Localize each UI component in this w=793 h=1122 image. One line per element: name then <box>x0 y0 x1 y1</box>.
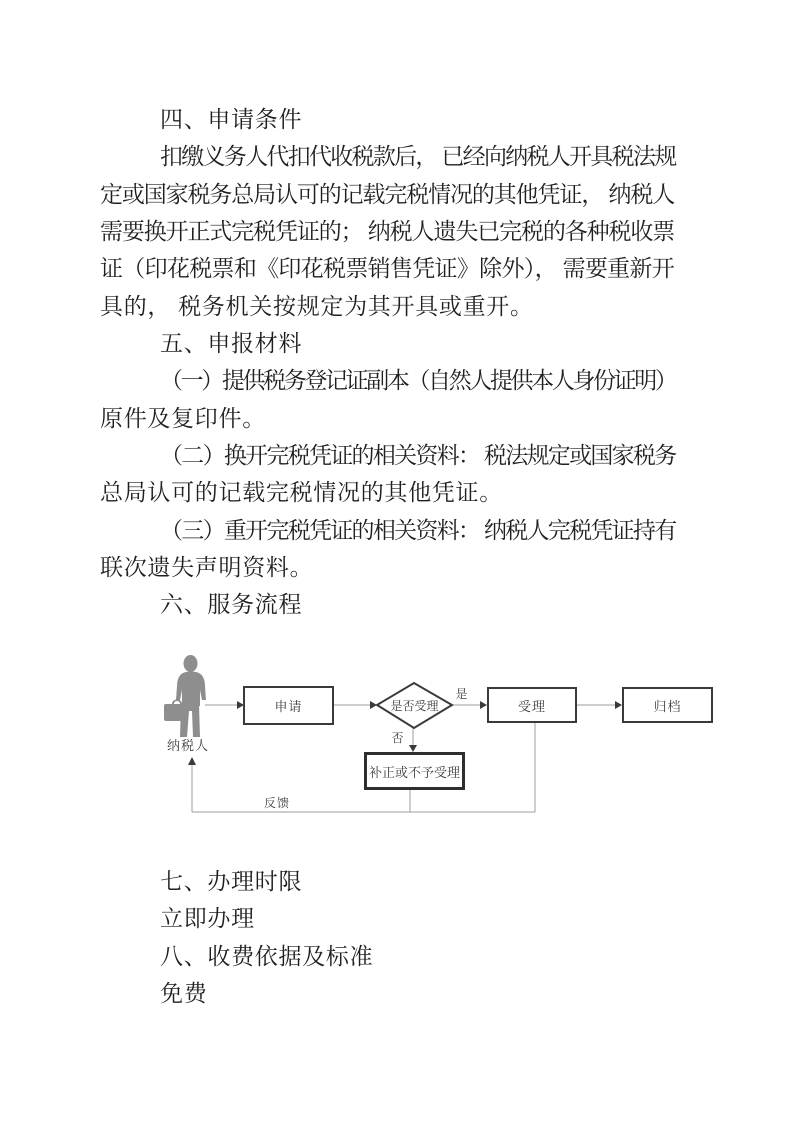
edge-label-feedback: 反馈 <box>263 796 290 810</box>
paragraph-line <box>100 176 693 213</box>
node-accept <box>487 687 577 723</box>
paragraph-text: （三）重开完税凭证的相关资料： 纳税人完税凭证持有 <box>160 516 676 543</box>
paragraph-text: 免费 <box>160 980 208 1007</box>
node-decision-label <box>377 692 452 718</box>
paragraph-text: 总局认可的记载完税情况的其他凭证。 <box>100 479 503 506</box>
arrowhead-into-actor <box>188 757 196 765</box>
paragraph-line <box>100 138 693 175</box>
node-correct-label: 补正或不予受理 <box>368 764 460 780</box>
arrowhead-into-archive <box>615 701 622 709</box>
paragraph-text: 定或国家税务总局认可的记载完税情况的其他凭证， 纳税人 <box>100 180 675 207</box>
paragraph-line <box>100 512 693 549</box>
decision-text: 是否受理 <box>390 698 439 713</box>
heading-text: 四、申请条件 <box>160 106 303 132</box>
actor-label: 纳税人 <box>166 738 209 753</box>
paragraph-line <box>100 474 693 511</box>
heading-section-6 <box>100 586 693 623</box>
paragraph-text: （二）换开完税凭证的相关资料： 税法规定或国家税务 <box>160 442 676 469</box>
service-flowchart <box>0 640 793 840</box>
heading-section-7 <box>100 863 693 900</box>
paragraph-line <box>100 900 693 937</box>
heading-section-8 <box>100 938 693 975</box>
paragraph-line <box>100 213 693 250</box>
node-archive <box>622 687 713 723</box>
arrowhead-into-accept <box>480 701 487 709</box>
edge-label-no: 否 <box>391 731 405 745</box>
heading-text: 八、收费依据及标准 <box>160 942 374 969</box>
heading-section-4 <box>100 101 693 138</box>
paragraph-text: 立即办理 <box>160 905 255 932</box>
paragraph-line <box>100 549 693 586</box>
paragraph-line <box>100 437 693 474</box>
node-apply-label: 申请 <box>274 699 303 714</box>
taxpayer-icon <box>164 655 206 737</box>
heading-text: 七、办理时限 <box>160 868 303 894</box>
paragraph-line <box>100 288 693 325</box>
paragraph-line <box>100 400 693 437</box>
paragraph-text: 扣缴义务人代扣代收税款后， 已经向纳税人开具税法规 <box>160 143 676 170</box>
paragraph-line <box>100 975 693 1012</box>
paragraph-text: （一）提供税务登记证副本（自然人提供本人身份证明） <box>160 367 676 394</box>
paragraph-text: 证（印花税票和《印花税票销售凭证》除外）， 需要重新开 <box>100 255 675 282</box>
paragraph-line <box>100 362 693 399</box>
heading-text: 五、申报材料 <box>160 330 303 357</box>
paragraph-text: 具的， 税务机关按规定为其开具或重开。 <box>100 292 534 319</box>
node-archive-label: 归档 <box>653 698 682 714</box>
paragraph-text: 联次遗失声明资料。 <box>100 554 314 581</box>
node-apply <box>243 686 334 725</box>
paragraph-text: 原件及复印件。 <box>100 404 266 431</box>
paragraph-text: 需要换开正式完税凭证的； 纳税人遗失已完税的各种税收票 <box>100 218 675 245</box>
arrowhead-into-correct <box>409 745 417 752</box>
edge-label-yes: 是 <box>455 687 469 701</box>
text-block-upper <box>100 101 693 624</box>
text-block-lower <box>100 863 693 1012</box>
heading-section-5 <box>100 325 693 362</box>
node-correct <box>364 752 465 790</box>
paragraph-line <box>100 250 693 287</box>
node-accept-label: 受理 <box>517 698 546 714</box>
heading-text: 六、服务流程 <box>160 591 303 618</box>
